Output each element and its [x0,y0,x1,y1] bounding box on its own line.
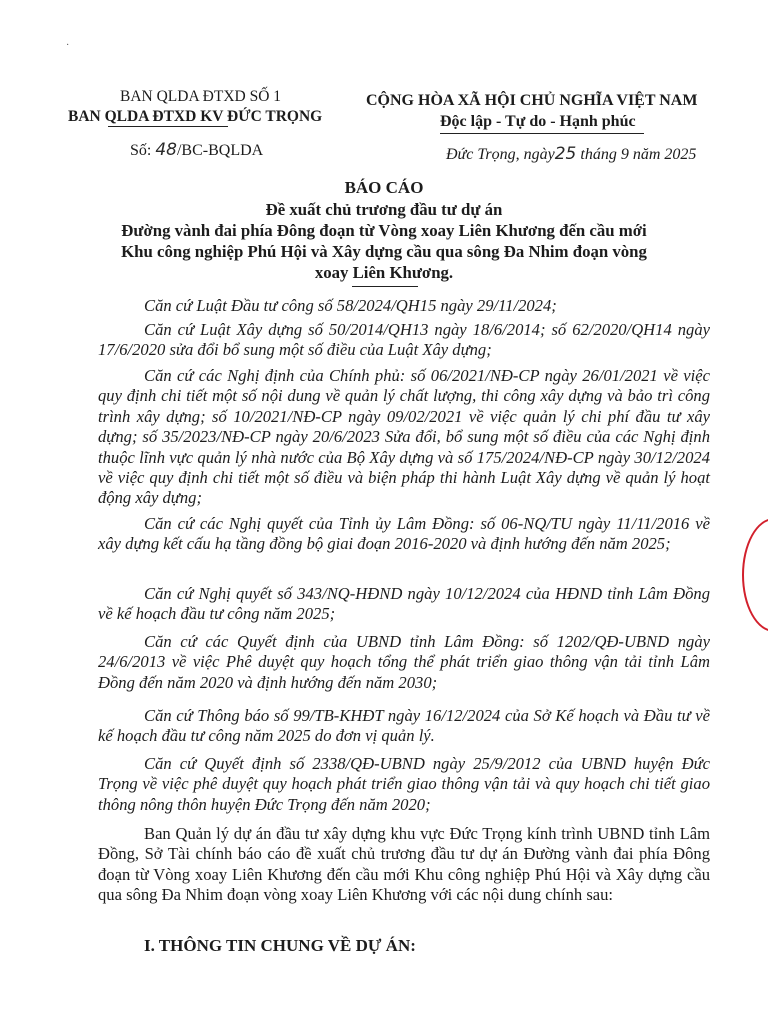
date-prefix: Đức Trọng, ngày [446,146,555,163]
title-line-1: Đề xuất chủ trương đầu tư dự án [265,200,503,219]
doc-number-handwritten: 48 [155,140,177,160]
date-day-handwritten: 25 [554,144,577,164]
org-underline [108,126,228,127]
title-line-4: xoay Liên Khương. [314,263,454,282]
legal-basis-7: Căn cứ Thông báo số 99/TB-KHĐT ngày 16/12/2024 của Sở Kế hoạch và Đầu tư về kế hoạch đầu tư công năm 2025 do đơn vị quản lý. [98,706,710,746]
org-line-2: BAN QLDA ĐTXD KV ĐỨC TRỌNG [68,108,323,125]
legal-basis-4: Căn cứ các Nghị quyết của Tỉnh ủy Lâm Đồng: số 06-NQ/TU ngày 11/11/2016 về xây dựng kết cấu hạ tầng đồng bộ giai đoạn 2016-2020 và định hướng đến năm 2025; [98,514,710,554]
legal-basis-3: Căn cứ các Nghị định của Chính phủ: số 06/2021/NĐ-CP ngày 26/01/2021 về việc quy định chi tiết một số nội dung về quản lý chất lượng, thi công xây dựng và bảo trì công trình xây dựng; số 10/2021/NĐ-CP ngày 09/02/2021 về việc quản lý chi phí đầu tư xây dựng; số 35/2023/NĐ-CP ngày 20/6/2023 Sửa đổi, bổ sung một số điều của các Nghị định thuộc lĩnh vực quản lý nhà nước của Bộ Xây dựng và số 175/2024/NĐ-CP ngày 30/12/2024 về việc quy định chi tiết một số điều và biện pháp thi hành Luật Xây dựng về quản lý hoạt động xây dựng; [98,366,710,508]
section-heading: I. THÔNG TIN CHUNG VỀ DỰ ÁN: [144,936,416,955]
doc-number-suffix: /BC-BQLDA [176,142,264,159]
legal-basis-6: Căn cứ các Quyết định của UBND tỉnh Lâm Đồng: số 1202/QĐ-UBND ngày 24/6/2013 về việc Phê duyệt quy hoạch tổng thể phát triển giao thông vận tải tỉnh Lâm Đồng đến năm 2020 và định hướng đến năm 2030; [98,632,710,692]
title-line-2: Đường vành đai phía Đông đoạn từ Vòng xoay Liên Khương đến cầu mới [121,221,647,240]
national-motto: Độc lập - Tự do - Hạnh phúc [440,113,636,130]
legal-basis-8: Căn cứ Quyết định số 2338/QĐ-UBND ngày 25/9/2012 của UBND huyện Đức Trọng về việc phê duyệt quy hoạch phát triển giao thông vận tải và quy hoạch chi tiết giao thông nông thôn huyện Đức Trọng đến năm 2020; [98,754,710,814]
legal-basis-5: Căn cứ Nghị quyết số 343/NQ-HĐND ngày 10/12/2024 của HĐND tỉnh Lâm Đồng về kế hoạch đầu tư công năm 2025; [98,584,710,624]
doc-number-prefix: Số: [130,142,152,159]
motto-underline [440,133,644,134]
document-number [130,140,263,160]
title-underline [352,286,418,287]
intro-paragraph: Ban Quản lý dự án đầu tư xây dựng khu vực Đức Trọng kính trình UBND tỉnh Lâm Đồng, Sở Tài chính báo cáo đề xuất chủ trương đầu tư dự án Đường vành đai phía Đông đoạn từ Vòng xoay Liên Khương đến cầu mới Khu công nghiệp Phú Hội và Xây dựng cầu qua sông Đa Nhim đoạn vòng xoay Liên Khương với các nội dung chính sau: [98,824,710,905]
red-seal-stamp [742,518,768,632]
document-date [446,144,696,164]
national-title: CỘNG HÒA XÃ HỘI CHỦ NGHĨA VIỆT NAM [366,92,698,109]
org-line-1: BAN QLDA ĐTXD SỐ 1 [120,88,282,105]
scan-speck: · [66,40,70,51]
date-suffix: tháng 9 năm 2025 [580,146,697,163]
title-line-3: Khu công nghiệp Phú Hội và Xây dựng cầu qua sông Đa Nhim đoạn vòng [121,242,647,261]
legal-basis-2: Căn cứ Luật Xây dựng số 50/2014/QH13 ngày 18/6/2014; số 62/2020/QH14 ngày 17/6/2020 sửa đổi bổ sung một số điều của Luật Xây dựng; [98,320,710,360]
document-type: BÁO CÁO [344,178,424,197]
legal-basis-1: Căn cứ Luật Đầu tư công số 58/2024/QH15 ngày 29/11/2024; [144,296,557,315]
